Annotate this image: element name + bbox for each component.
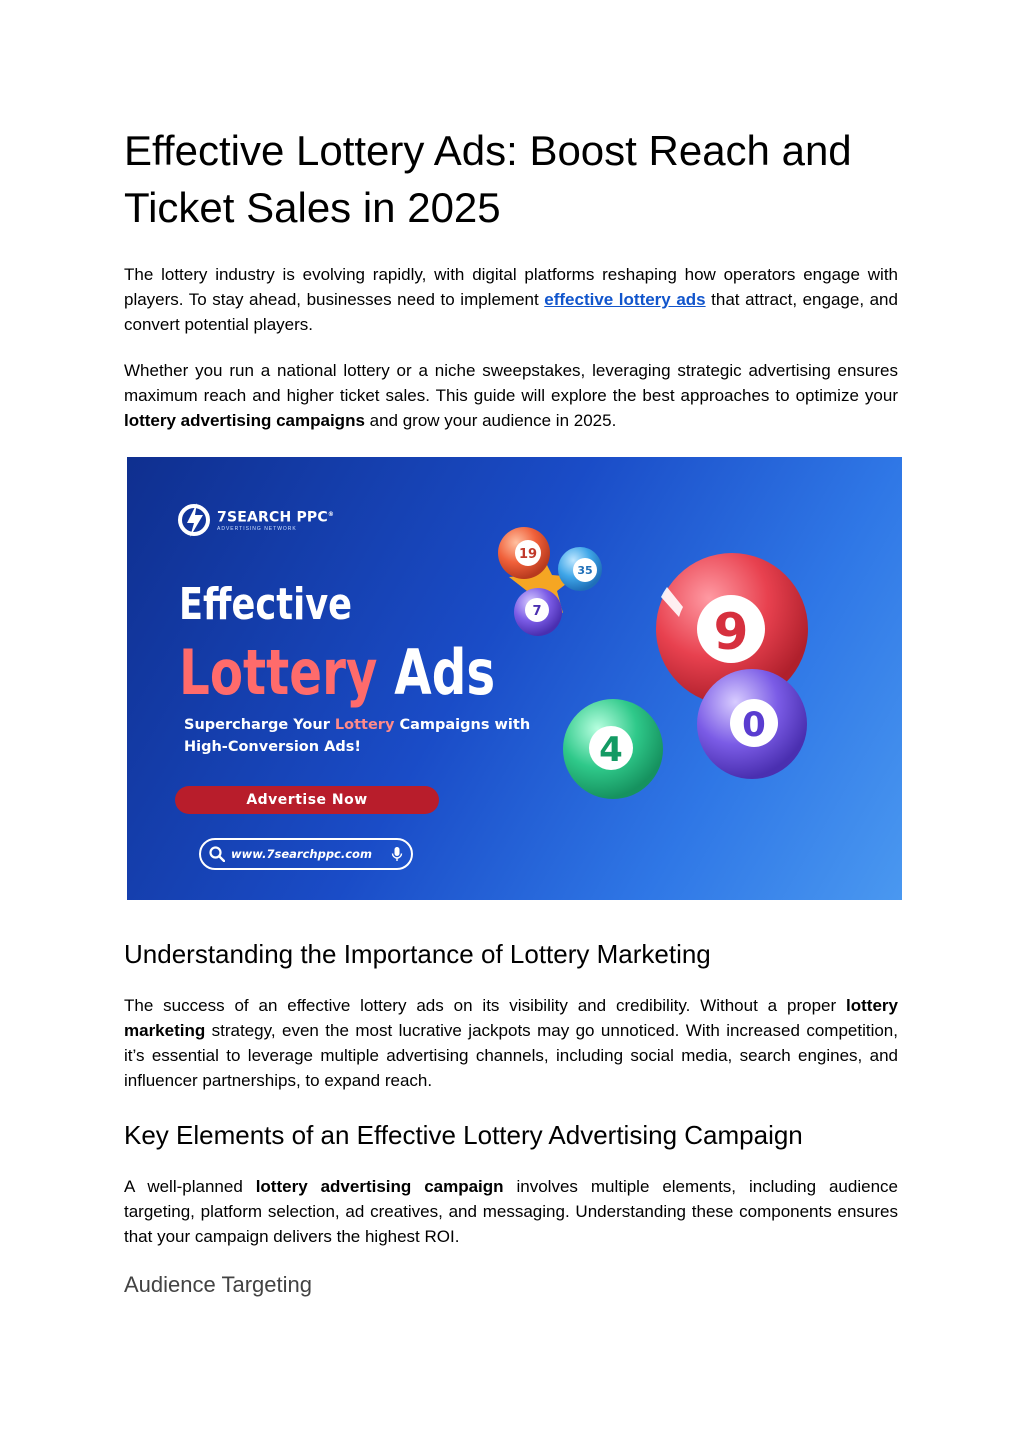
svg-text:19: 19 [518,547,538,562]
banner-headline-effective: Effective [179,579,353,630]
headline-lottery-word: Lottery [179,636,378,709]
section2-paragraph [124,1174,898,1249]
section1-bold: lottery marketing [124,996,898,1040]
logo-mark-icon [177,501,211,539]
effective-lottery-ads-link[interactable]: effective lottery ads [544,290,706,309]
section1-text-a: The success of an effective lottery ads on its visibility and credibility. Without a proper [124,996,847,1015]
svg-text:7: 7 [532,604,542,619]
section1-text-b: strategy, even the most lucrative jackpots may go unnoticed. With increased competition, it’s essential to leverage multiple advertising channels, including social media, search engines, and influencer partnerships, to expand reach. [124,1021,898,1090]
brand-logo [177,501,334,539]
lottery-ball-4 [563,699,663,799]
lottery-ball-7 [514,588,562,636]
section2-text-b: involves multiple elements, including audience targeting, platform selection, ad creatives, and messaging. Understanding these components ensures that your campaign delivers the highest ROI. [124,1177,898,1246]
section2-bold: lottery advertising campaign [255,1177,504,1196]
lottery-ball-0 [697,669,807,779]
section-heading-audience-targeting: Audience Targeting [124,1272,312,1297]
microphone-icon [391,846,403,862]
banner-headline-lottery-ads [179,636,496,709]
sub-text-a: Supercharge Your [184,717,335,733]
banner-url-text: www.7searchppc.com [231,847,372,861]
svg-text:0: 0 [742,705,766,745]
logo-text-block [217,508,334,533]
intro-p1-text-b: that attract, engage, and convert potential players. [124,290,898,334]
svg-text:35: 35 [577,564,593,577]
logo-subtitle: ADVERTISING NETWORK [217,526,297,533]
search-icon [209,846,225,862]
lottery-ball-19 [498,527,550,579]
intro-p2-text-b: and grow your audience in 2025. [364,411,617,430]
intro-p2-bold: lottery advertising campaigns [124,411,365,430]
headline-ads-word: Ads [377,636,496,709]
lottery-ads-banner[interactable] [127,457,902,900]
svg-text:4: 4 [599,730,623,770]
advertise-now-button[interactable]: Advertise Now [175,786,439,814]
intro-p2-text-a: Whether you run a national lottery or a niche sweepstakes, leveraging strategic advertising ensures maximum reach and higher ticket sales. This guide will explore the best approaches to optimize your [124,361,898,405]
section1-paragraph [124,993,898,1093]
svg-text:9: 9 [713,603,749,661]
lottery-ball-35 [558,547,602,591]
logo-text: 7SEARCH PPC [217,509,328,526]
section-heading-key-elements: Key Elements of an Effective Lottery Advertising Campaign [124,1120,803,1150]
intro-p1-text-a: The lottery industry is evolving rapidly, with digital platforms reshaping how operators engage with players. To stay ahead, businesses need to implement [124,265,898,309]
intro-paragraph-1 [124,262,898,337]
section2-text-a: A well-planned [124,1177,256,1196]
sub-text-b: Campaigns with High-Conversion Ads! [184,717,531,755]
intro-paragraph-2 [124,358,898,433]
logo-trademark: ® [327,510,335,518]
banner-subheadline [184,714,544,758]
sub-highlight: Lottery [334,717,395,733]
banner-search-bar[interactable] [199,838,413,870]
page-title: Effective Lottery Ads: Boost Reach and Ticket Sales in 2025 [124,127,852,231]
section-heading-lottery-marketing: Understanding the Importance of Lottery Marketing [124,939,711,969]
